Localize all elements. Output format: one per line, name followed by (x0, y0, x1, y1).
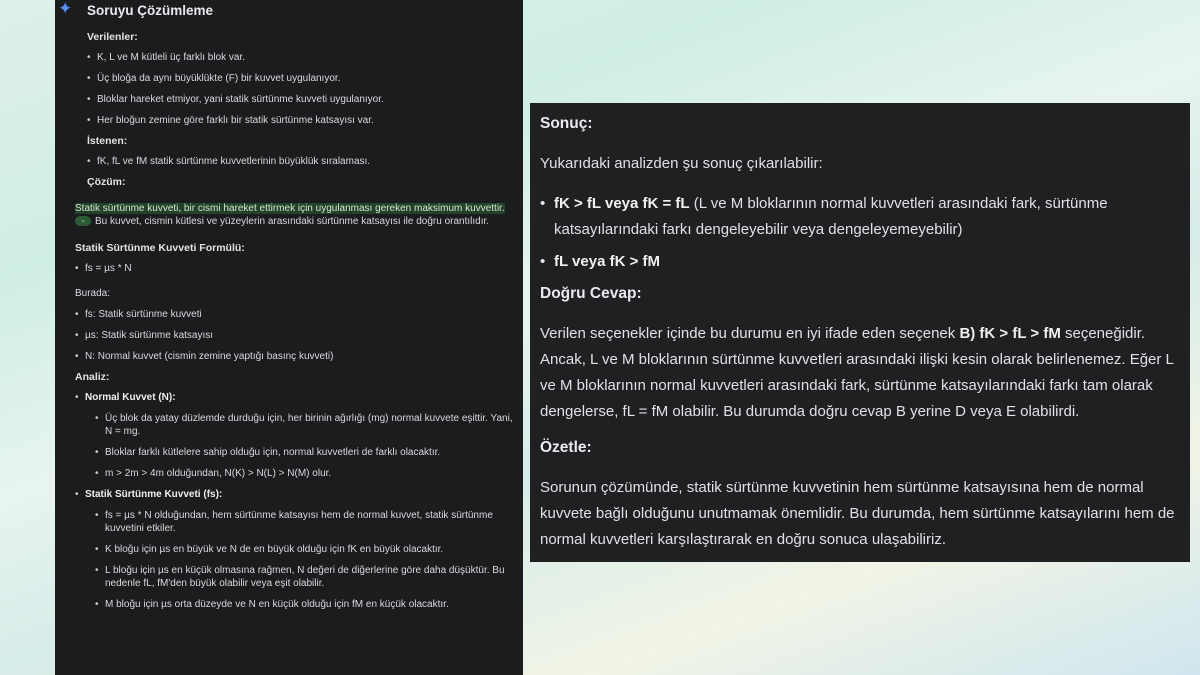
list-item: • fK, fL ve fM statik sürtünme kuvvetlerinin büyüklük sıralaması. (87, 155, 515, 168)
heading-analiz: Analiz: (75, 371, 110, 383)
bold-text: fK > fL veya fK = fL (554, 195, 690, 212)
statik-kuvvet-heading: Statik Sürtünme Kuvveti (fs): (85, 489, 223, 500)
list-item (540, 249, 1180, 275)
list-item: • m > 2m > 4m olduğundan, N(K) > N(L) > N(M) olur. (95, 467, 515, 480)
list-item: • fs: Statik sürtünme kuvveti (75, 308, 515, 321)
answer-bold: B) fK > fL > fM (959, 325, 1061, 342)
list-item: • M bloğu için µs orta düzeyde ve N en küçük olduğu için fM en küçük olacaktır. (95, 598, 515, 611)
heading-sonuc: Sonuç: (540, 115, 593, 132)
panel-title: Soruyu Çözümleme (87, 3, 214, 18)
bold-text: fL veya fK > fM (554, 253, 661, 270)
text: Verilen seçenekler içinde bu durumu en iyi ifade eden seçenek (540, 325, 960, 342)
list-item (540, 191, 1180, 243)
text: (L ve M bloklarının normal kuvvetleri arasındaki fark, sürtünme katsayılarındaki farkı dengeleyebilir veya dengeleyemeyebilir) (554, 195, 1108, 238)
list-item: • Üç bloğa da aynı büyüklükte (F) bir kuvvet uygulanıyor. (87, 72, 515, 85)
dogru-cevap-text (540, 321, 1180, 425)
gemini-sparkle-icon: ✦ (58, 0, 73, 18)
list-item: • N: Normal kuvvet (cismin zemine yaptığı basınç kuvveti) (75, 350, 515, 363)
list-item: • Bloklar farklı kütlelere sahip olduğu için, normal kuvvetleri de farklı olacaktır. (95, 446, 515, 459)
list-item: • Bloklar hareket etmiyor, yani statik sürtünme kuvveti uygulanıyor. (87, 93, 515, 106)
expand-chevron-icon[interactable]: ⌄ (75, 216, 91, 226)
cozum-text: Bu kuvvet, cismin kütlesi ve yüzeylerin arasındaki sürtünme katsayısı ile doğru orantılıdır. (95, 216, 490, 227)
heading-dogru-cevap: Doğru Cevap: (540, 285, 642, 302)
normal-kuvvet-heading: Normal Kuvvet (N): (85, 392, 176, 403)
list-item: • Her bloğun zemine göre farklı bir statik sürtünme katsayısı var. (87, 114, 515, 127)
heading-verilenler: Verilenler: (87, 31, 138, 43)
list-item: • µs: Statik sürtünme katsayısı (75, 329, 515, 342)
analysis-panel (55, 0, 523, 675)
list-item: • fs = µs * N (75, 262, 515, 275)
burada-label: Burada: (75, 288, 111, 299)
ozet-text: Sorunun çözümünde, statik sürtünme kuvvetinin hem sürtünme katsayısına hem de normal kuvvete bağlı olduğunu unutmamak önemlidir. Bu durumda, hem sürtünme katsayılarını hem de normal kuvvetleri karşılaştırarak en doğru sonuca ulaşabiliriz. (540, 479, 1175, 548)
conclusion-panel (530, 103, 1190, 562)
list-item: • Üç blok da yatay düzlemde durduğu için, her birinin ağırlığı (mg) normal kuvvete eşittir. Yani, N = mg. (95, 412, 515, 438)
list-item: • K, L ve M kütleli üç farklı blok var. (87, 51, 515, 64)
highlighted-text: Statik sürtünme kuvveti, bir cismi hareket ettirmek için uygulanması gereken maksimum kuvvettir. (75, 203, 505, 214)
list-item: • L bloğu için µs en küçük olmasına rağmen, N değeri de diğerlerine göre daha düşüktür. Bu nedenle fL, fM'den büyük olabilir veya eşit olabilir. (95, 564, 515, 590)
verilenler-list (87, 51, 515, 127)
heading-istenen: İstenen: (87, 135, 128, 147)
list-item: • fs = µs * N olduğundan, hem sürtünme katsayısı hem de normal kuvvet, statik sürtünme kuvvetini etkiler. (95, 509, 515, 535)
text: seçeneğidir. Ancak, L ve M bloklarının sürtünme kuvvetleri arasındaki ilişki kesin olarak belirlenemez. Eğer L ve M bloklarının normal kuvvetleri arasındaki fark, sürtünme katsayılarındaki farkı tam olarak dengelerse, fL = fM olabilir. Bu durumda doğru cevap B yerine D veya E olabilirdi. (540, 325, 1174, 420)
list-item: • K bloğu için µs en büyük ve N de en büyük olduğu için fK en büyük olacaktır. (95, 543, 515, 556)
sonuc-text: Yukarıdaki analizden şu sonuç çıkarılabilir: (540, 155, 823, 172)
heading-formul: Statik Sürtünme Kuvveti Formülü: (75, 242, 245, 254)
heading-cozum: Çözüm: (87, 176, 126, 188)
heading-ozetle: Özetle: (540, 439, 592, 456)
